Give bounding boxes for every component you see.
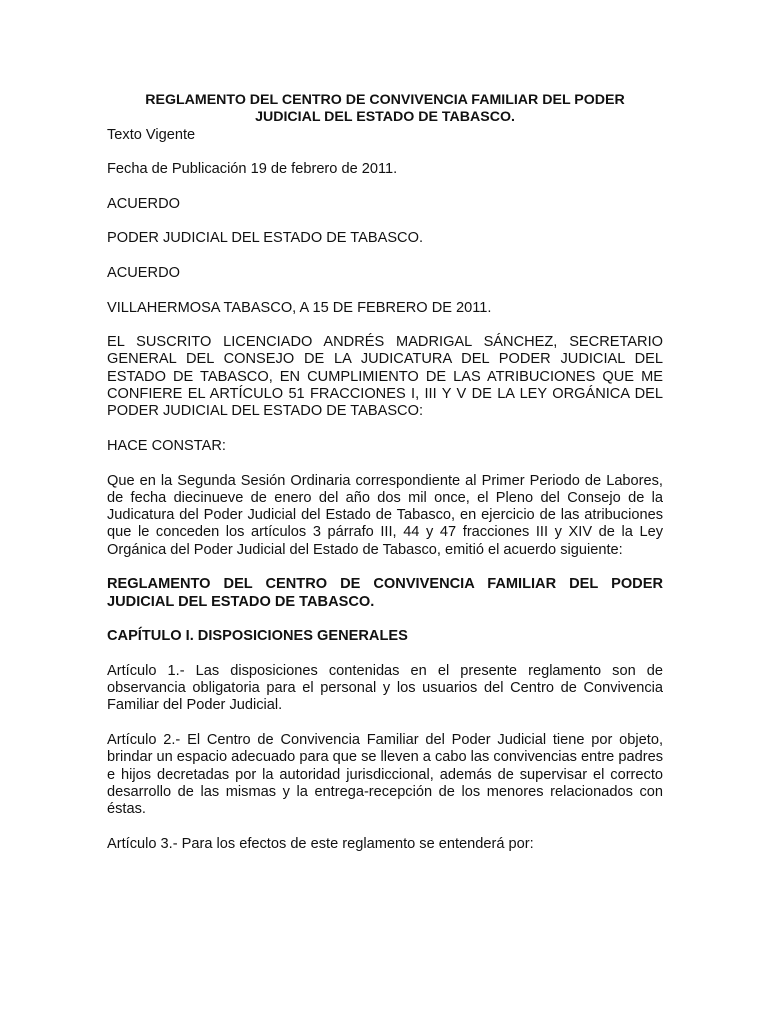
constancia-paragraph: Que en la Segunda Sesión Ordinaria correspondiente al Primer Periodo de Labores, de fecha diecinueve de enero del año dos mil once, el Pleno del Consejo de la Judicatura del Poder Judicial del Estado de Tabasco, en ejercicio de las atribuciones que le conceden los artículos 3 párrafo III, 44 y 47 fracciones III y XIV de la Ley Orgánica del Poder Judicial del Estado de Tabasco, emitió el acuerdo siguiente: xyxy=(107,472,663,558)
article-paragraph: Artículo 1.- Las disposiciones contenidas en el presente reglamento son de observancia obligatoria para el personal y los usuarios del Centro de Convivencia Familiar del Poder Judicial. xyxy=(107,662,663,714)
article-paragraph: Artículo 3.- Para los efectos de este reglamento se entenderá por: xyxy=(107,835,534,852)
acuerdo-label-1: ACUERDO xyxy=(107,195,180,212)
regulation-heading: REGLAMENTO DEL CENTRO DE CONVIVENCIA FAMILIAR DEL PODER JUDICIAL DEL ESTADO DE TABASCO. xyxy=(107,576,663,610)
document-page xyxy=(107,92,663,870)
article-paragraph: Artículo 2.- El Centro de Convivencia Familiar del Poder Judicial tiene por objeto, brindar un espacio adecuado para que se lleven a cabo las convivencias entre padres e hijos decretadas por la autoridad jurisdiccional, además de supervisar el correcto desarrollo de las mismas y la entrega-recepción de los menores relacionados con éstas. xyxy=(107,731,663,818)
chapter-heading: CAPÍTULO I. DISPOSICIONES GENERALES xyxy=(107,628,408,645)
place-date-line: VILLAHERMOSA TABASCO, A 15 DE FEBRERO DE 2011. xyxy=(107,299,492,316)
hace-constar-label: HACE CONSTAR: xyxy=(107,437,226,454)
document-status: Texto Vigente xyxy=(107,126,196,143)
preamble-paragraph: EL SUSCRITO LICENCIADO ANDRÉS MADRIGAL SÁNCHEZ, SECRETARIO GENERAL DEL CONSEJO DE LA JUDICATURA DEL PODER JUDICIAL DEL ESTADO DE TABASCO, EN CUMPLIMIENTO DE LAS ATRIBUCIONES QUE ME CONFIERE EL ARTÍCULO 51 FRACCIONES I, III Y V DE LA LEY ORGÁNICA DEL PODER JUDICIAL DEL ESTADO DE TABASCO: xyxy=(107,334,663,420)
issuer-line: PODER JUDICIAL DEL ESTADO DE TABASCO. xyxy=(107,230,423,247)
acuerdo-label-2: ACUERDO xyxy=(107,264,180,281)
document-title: REGLAMENTO DEL CENTRO DE CONVIVENCIA FAMILIAR DEL PODER JUDICIAL DEL ESTADO DE TABASCO. xyxy=(145,92,625,126)
publication-date: Fecha de Publicación 19 de febrero de 2011. xyxy=(107,161,398,178)
